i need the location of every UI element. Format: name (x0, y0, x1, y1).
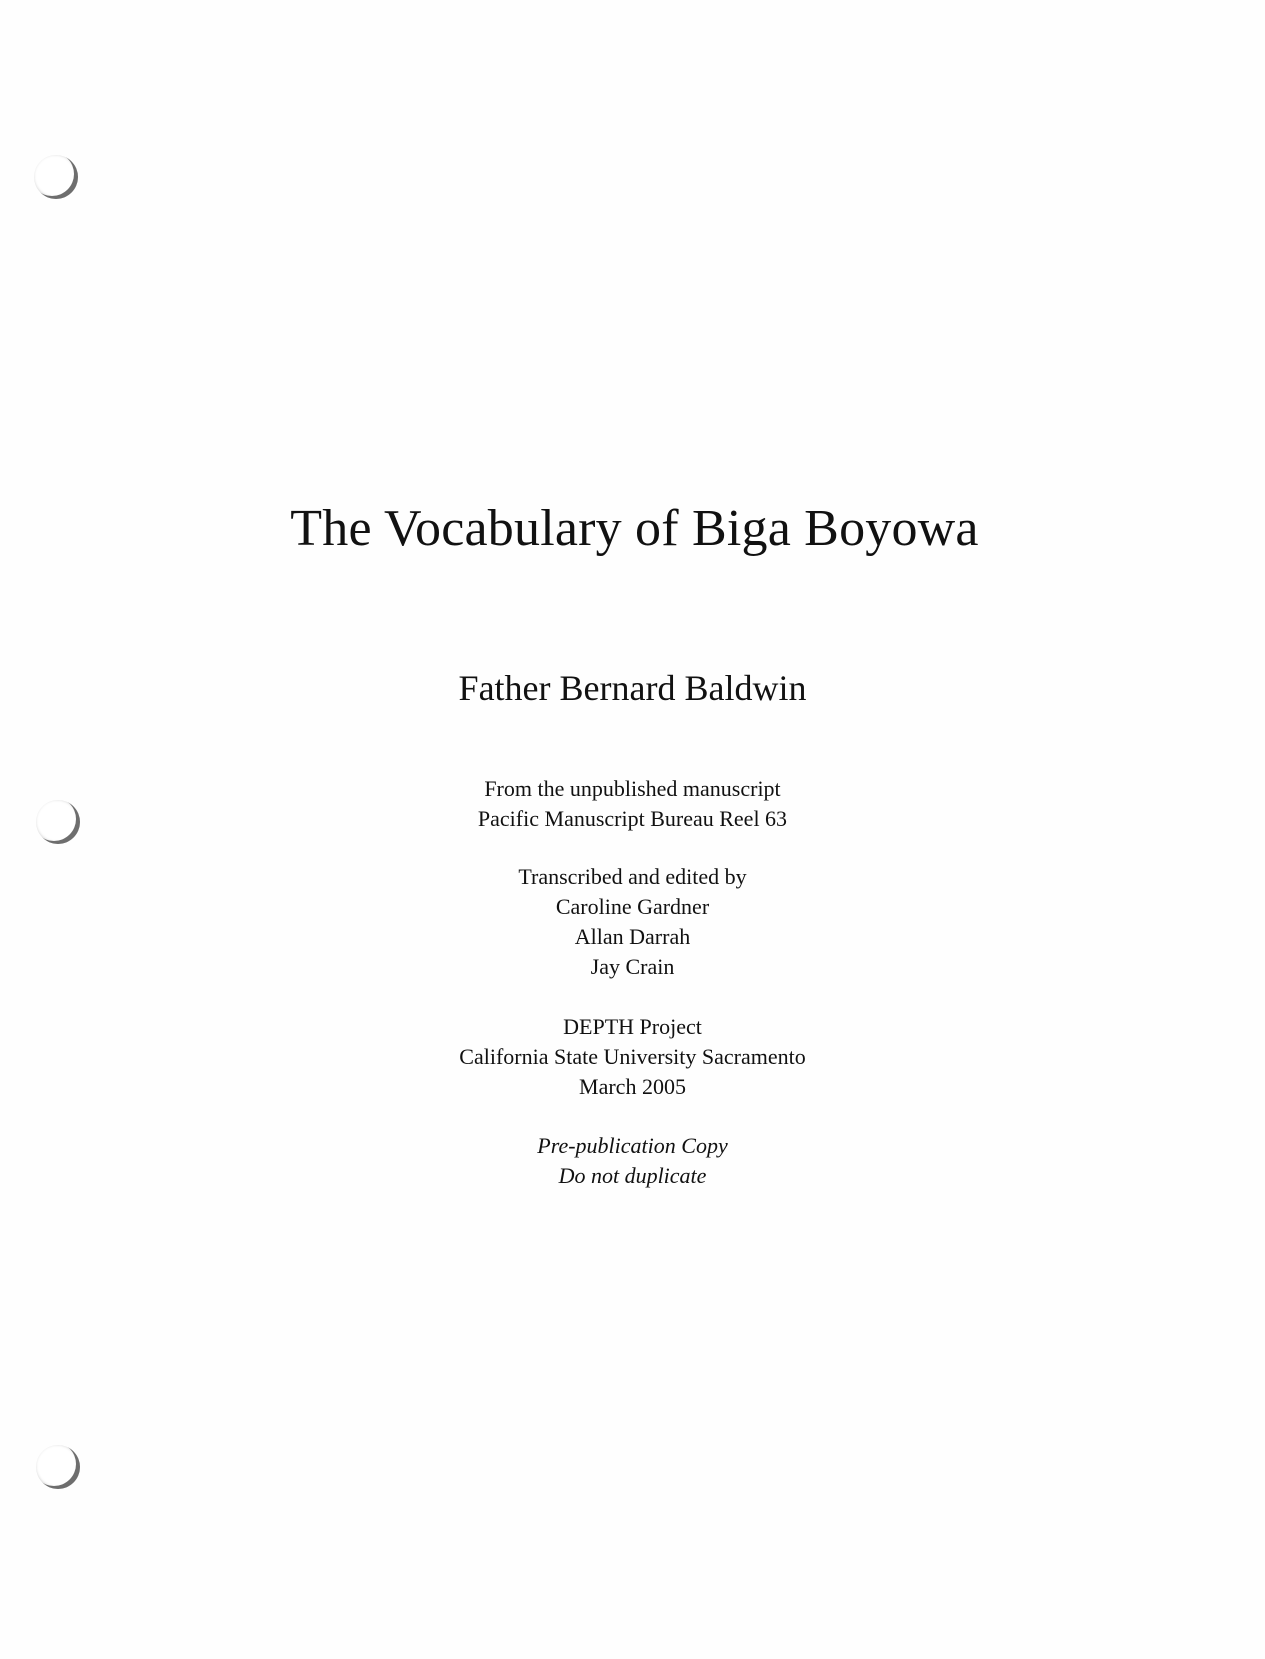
project-block (0, 1012, 1265, 1102)
document-title: The Vocabulary of Biga Boyowa (290, 500, 979, 557)
notice-line-1: Pre-publication Copy (537, 1133, 728, 1158)
document-author: Father Bernard Baldwin (458, 668, 807, 708)
project-name: DEPTH Project (563, 1014, 702, 1039)
project-date: March 2005 (579, 1074, 686, 1099)
source-block (0, 774, 1265, 834)
punch-hole-bottom (36, 1445, 80, 1489)
source-line-2: Pacific Manuscript Bureau Reel 63 (477, 806, 788, 831)
editors-heading: Transcribed and edited by (518, 864, 747, 889)
editor-name: Allan Darrah (574, 924, 691, 949)
notice-line-2: Do not duplicate (558, 1163, 707, 1188)
editor-name: Caroline Gardner (555, 894, 710, 919)
punch-hole-top (34, 155, 78, 199)
editor-name: Jay Crain (590, 954, 675, 979)
notice-block (0, 1131, 1265, 1191)
project-institution: California State University Sacramento (459, 1044, 806, 1069)
editors-block (0, 862, 1265, 982)
source-line-1: From the unpublished manuscript (484, 776, 781, 801)
